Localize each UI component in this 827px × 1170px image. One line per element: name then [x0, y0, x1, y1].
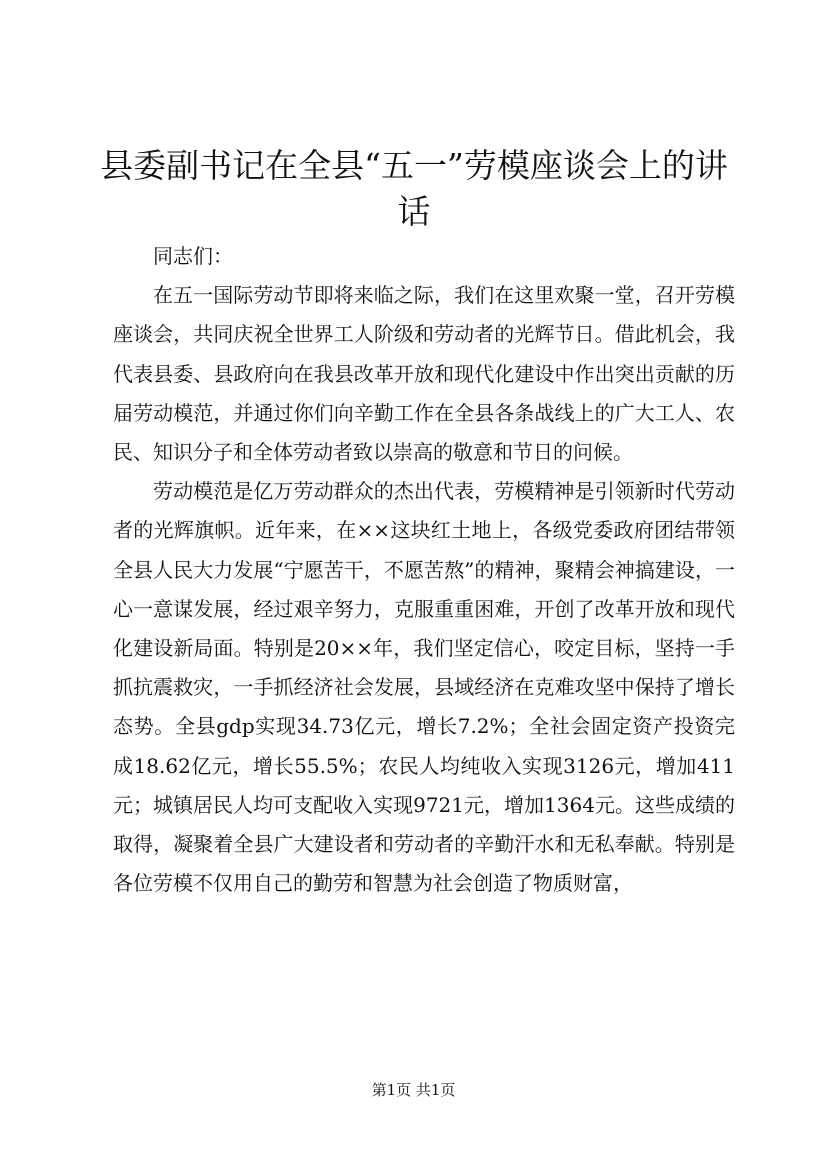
body-paragraph: 劳动模范是亿万劳动群众的杰出代表，劳模精神是引领新时代劳动者的光辉旗帜。近年来，在××这块红土地上，各级党委政府团结带领全县人民大力发展“宁愿苦干，不愿苦熬”的精神，聚精会神搞建设，一心一意谋发展，经过艰辛努力，克服重重困难，开创了改革开放和现代化建设新局面。特别是20××年，我们坚定信心，咬定目标，坚持一手抓抗震救灾，一手抓经济社会发展，县域经济在克难攻坚中保持了增长态势。全县gdp实现34.73亿元，增长7.2%；全社会固定资产投资完成18.62亿元，增长55.5%；农民人均纯收入实现3126元，增加411元；城镇居民人均可支配收入实现9721元，增加1364元。这些成绩的取得，凝聚着全县广大建设者和劳动者的辛勤汗水和无私奉献。特别是各位劳模不仅用自己的勤劳和智慧为社会创造了物质财富， — [113, 479, 735, 896]
document-title: 县委副书记在全县“五一”劳模座谈会上的讲话 — [100, 146, 728, 231]
document-body — [113, 237, 735, 903]
page-footer: 第1页 共1页 — [371, 1081, 456, 1099]
salutation-paragraph: 同志们： — [153, 244, 233, 268]
body-paragraph: 在五一国际劳动节即将来临之际，我们在这里欢聚一堂，召开劳模座谈会，共同庆祝全世界工人阶级和劳动者的光辉节日。借此机会，我代表县委、县政府向在我县改革开放和现代化建设中作出突出贡献的历届劳动模范，并通过你们向辛勤工作在全县各条战线上的广大工人、农民、知识分子和全体劳动者致以崇高的敬意和节日的问候。 — [113, 283, 735, 465]
